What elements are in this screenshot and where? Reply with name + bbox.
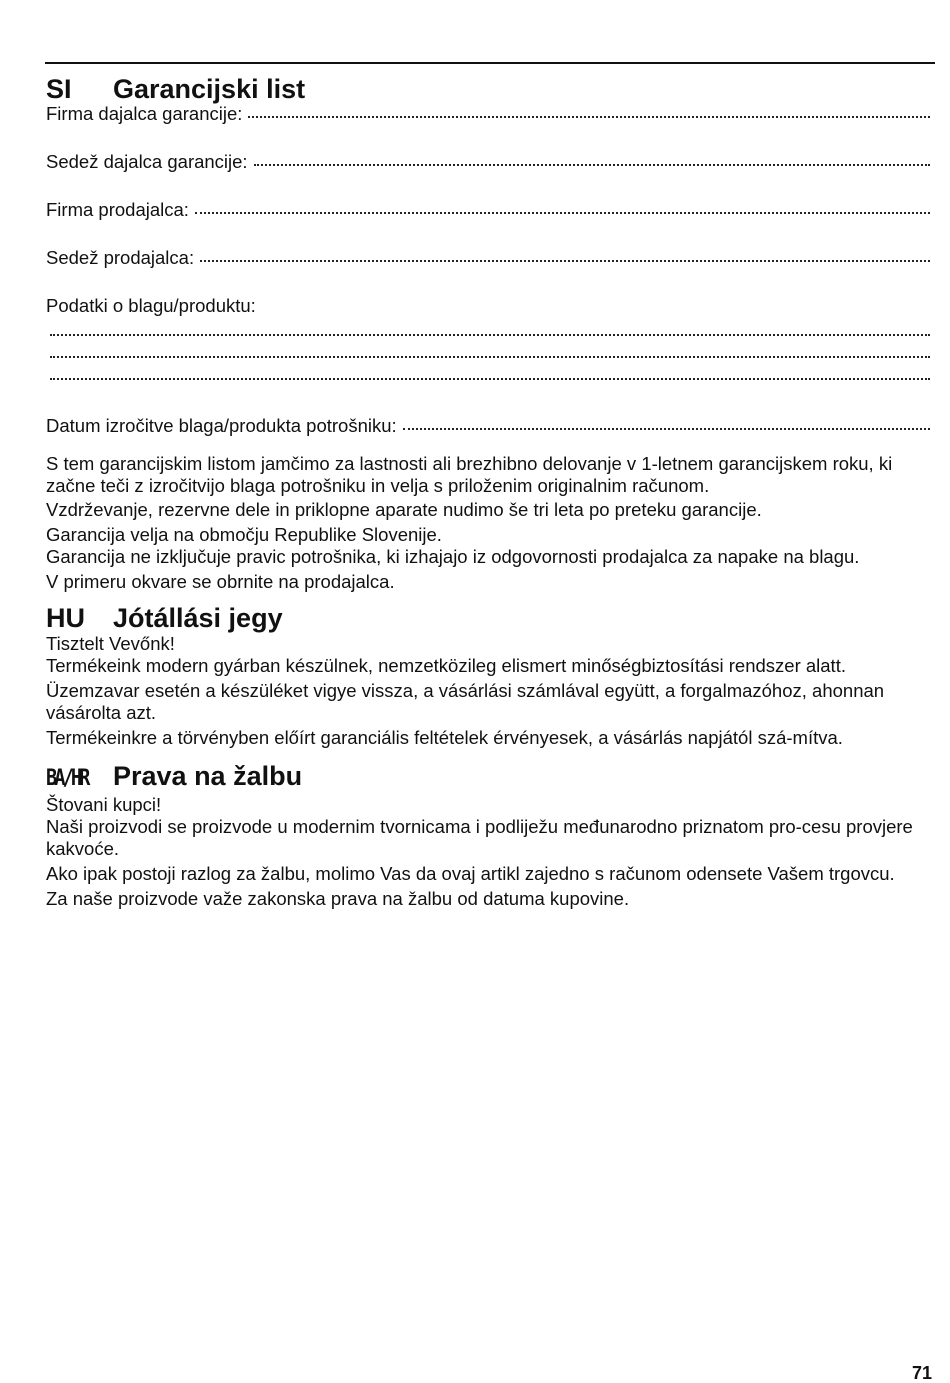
- field-seller-firm-blank: [195, 198, 930, 214]
- hu-paragraph-1: Tisztelt Vevőnk!: [46, 633, 175, 654]
- field-seller-seat-blank: [200, 246, 930, 262]
- bahr-language-code: BA/HR: [46, 766, 88, 791]
- bahr-heading: [46, 759, 930, 796]
- bahr-title: Prava na žalbu: [113, 761, 303, 791]
- si-language-code: SI: [46, 74, 72, 104]
- field-seller-seat-label: Sedež prodajalca:: [46, 247, 195, 268]
- si-paragraph-1: S tem garancijskim listom jamčimo za lastnosti ali brezhibno delovanje v 1-letnem garancijskem roku, ki začne teči z izročitvijo blaga potrošniku in velja s priloženim originalnim računom.: [46, 453, 893, 496]
- si-paragraph-2: Vzdrževanje, rezervne dele in priklopne aparate nudimo še tri leta po preteku garancije.: [46, 499, 762, 520]
- hu-paragraph-2: Termékeink modern gyárban készülnek, nemzetközileg elismert minőségbiztosítási rendszer alatt.: [46, 655, 846, 676]
- field-product-data-label: Podatki o blagu/produktu:: [46, 295, 256, 316]
- field-seller-firm-label: Firma prodajalca:: [46, 199, 189, 220]
- product-data-blank-line-3: [50, 358, 930, 380]
- hu-heading: [46, 601, 930, 635]
- si-paragraph-3: Garancija velja na območju Republike Slovenije.: [46, 524, 442, 545]
- field-seller-seat: [46, 247, 930, 269]
- si-heading: [46, 72, 930, 106]
- top-rule: [45, 62, 935, 64]
- field-seller-firm: [46, 199, 930, 221]
- page-number: 71: [911, 1363, 932, 1383]
- hu-paragraph-4: Termékeinkre a törvényben előírt garanciális feltételek érvényesek, a vásárlás napjától szá-mítva.: [46, 727, 843, 748]
- si-paragraph-4: Garancija ne izključuje pravic potrošnika, ki izhajajo iz odgovornosti prodajalca za napake na blagu.: [46, 546, 860, 567]
- si-paragraph-5: V primeru okvare se obrnite na prodajalca.: [46, 571, 395, 592]
- field-guarantor-firm-blank: [248, 102, 930, 118]
- si-title: Garancijski list: [113, 74, 306, 104]
- product-data-blank-line-2: [50, 336, 930, 358]
- product-data-blank-line-1: [50, 314, 930, 336]
- field-delivery-date: [46, 415, 930, 437]
- field-delivery-date-blank: [403, 414, 930, 430]
- bahr-paragraph-2: Naši proizvodi se proizvode u modernim tvornicama i podliježu međunarodno priznatom pro-cesu provjere kakvoće.: [46, 816, 913, 859]
- hu-language-code: HU: [46, 603, 85, 633]
- page-content: [46, 72, 930, 910]
- field-guarantor-firm-label: Firma dajalca garancije:: [46, 103, 243, 124]
- field-delivery-date-label: Datum izročitve blaga/produkta potrošniku:: [46, 415, 397, 436]
- field-guarantor-seat-blank: [254, 150, 930, 166]
- field-guarantor-seat: [46, 151, 930, 173]
- bahr-paragraph-1: Štovani kupci!: [46, 794, 162, 815]
- hu-paragraph-3: Üzemzavar esetén a készüléket vigye vissza, a vásárlási számlával együtt, a forgalmazóhoz, ahonnan vásárolta azt.: [46, 680, 885, 723]
- hu-title: Jótállási jegy: [113, 603, 283, 633]
- bahr-paragraph-3: Ako ipak postoji razlog za žalbu, molimo Vas da ovaj artikl zajedno s računom odensete Vašem trgovcu.: [46, 863, 895, 884]
- bahr-paragraph-4: Za naše proizvode važe zakonska prava na žalbu od datuma kupovine.: [46, 888, 630, 909]
- field-guarantor-seat-label: Sedež dajalca garancije:: [46, 151, 248, 172]
- field-guarantor-firm: [46, 103, 930, 125]
